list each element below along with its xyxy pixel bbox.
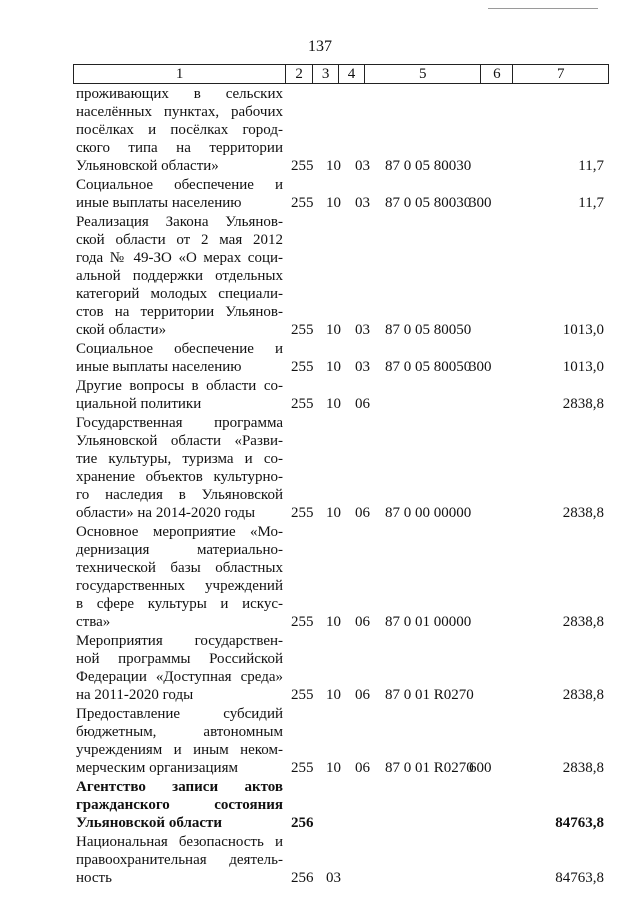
table-row: [0, 85, 640, 175]
col-3-section: 10: [326, 359, 341, 375]
header-col-6: 6: [481, 65, 513, 83]
col-3-section: 10: [326, 158, 341, 174]
col-4-subsection: 06: [355, 396, 370, 412]
description-line: технической базы областных: [76, 560, 283, 576]
row-cells: [0, 613, 640, 631]
col-2-code: 256: [291, 815, 314, 831]
table-row: [0, 176, 640, 212]
row-cells: [0, 157, 640, 175]
row-cells: [0, 759, 640, 777]
description-line: Агентство записи актов: [76, 779, 283, 795]
col-3-section: 10: [326, 322, 341, 338]
description-line: Федерации «Доступная среда»: [76, 669, 283, 685]
description-line: хранение объектов культурно-: [76, 469, 283, 485]
col-7-amount: 11,7: [578, 158, 604, 174]
description-line: тие культуры, туризма и со-: [76, 451, 283, 467]
row-cells: [0, 814, 640, 832]
col-4-subsection: 03: [355, 322, 370, 338]
col-2-code: 255: [291, 760, 314, 776]
col-3-section: 10: [326, 505, 341, 521]
description-line: категорий молодых специали-: [76, 286, 283, 302]
col-7-amount: 11,7: [578, 195, 604, 211]
table-row: [0, 778, 640, 832]
description-line: проживающих в сельских: [76, 86, 283, 102]
row-cells: [0, 358, 640, 376]
col-2-code: 255: [291, 614, 314, 630]
col-2-code: 256: [291, 870, 314, 886]
description-line: Мероприятия государствен-: [76, 633, 283, 649]
row-cells: [0, 686, 640, 704]
table-row: [0, 377, 640, 413]
description-line: альной поддержки отдельных: [76, 268, 283, 284]
col-3-section: 03: [326, 870, 341, 886]
table-row: [0, 523, 640, 631]
header-col-5: 5: [365, 65, 482, 83]
description-line: мерческим организациям: [76, 760, 238, 776]
col-2-code: 255: [291, 505, 314, 521]
description-line: Государственная программа: [76, 415, 283, 431]
header-col-7: 7: [556, 66, 565, 82]
description-line: ской области от 2 мая 2012: [76, 232, 283, 248]
description-line: учреждениям и иным неком-: [76, 742, 283, 758]
description-line: Социальное обеспечение и: [76, 341, 283, 357]
col-3-section: 10: [326, 396, 341, 412]
col-4-subsection: 06: [355, 614, 370, 630]
row-cells: [0, 869, 640, 887]
description-line: Основное мероприятие «Мо-: [76, 524, 283, 540]
table-row: [0, 213, 640, 339]
col-3-section: 10: [326, 760, 341, 776]
description-line: на 2011-2020 годы: [76, 687, 194, 703]
col-3-section: 10: [326, 195, 341, 211]
col-5-target: 87 0 00 00000: [385, 505, 472, 521]
description-line: ность: [76, 870, 112, 886]
description-line: в сфере культуры и искус-: [76, 596, 283, 612]
description-line: правоохранительная деятель-: [76, 852, 283, 868]
description-line: стов на территории Ульянов-: [76, 304, 283, 320]
col-4-subsection: 06: [355, 505, 370, 521]
col-2-code: 255: [291, 687, 314, 703]
description-line: Социальное обеспечение и: [76, 177, 283, 193]
col-6-expense-type: 300: [469, 359, 492, 375]
col-5-target: 87 0 01 R0270: [385, 760, 474, 776]
description-line: области» на 2014-2020 годы: [76, 505, 256, 521]
col-2-code: 255: [291, 322, 314, 338]
description-line: го наследия в Ульяновской: [76, 487, 283, 503]
col-4-subsection: 03: [355, 158, 370, 174]
description-line: иные выплаты населению: [76, 195, 242, 211]
header-col-2: 2: [286, 65, 313, 83]
col-2-code: 255: [291, 396, 314, 412]
description-line: гражданского состояния: [76, 797, 283, 813]
col-6-expense-type: 300: [469, 195, 492, 211]
description-line: Ульяновской области «Разви-: [76, 433, 283, 449]
col-5-target: 87 0 01 R0270: [385, 687, 474, 703]
table-row: [0, 833, 640, 887]
description-line: ной программы Российской: [76, 651, 283, 667]
description-line: бюджетным, автономным: [76, 724, 283, 740]
col-4-subsection: 06: [355, 760, 370, 776]
description-line: Национальная безопасность и: [76, 834, 283, 850]
col-2-code: 255: [291, 195, 314, 211]
description-line: Другие вопросы в области со-: [76, 378, 283, 394]
row-cells: [0, 194, 640, 212]
description-line: ского типа на территории: [76, 140, 283, 156]
description-line: Ульяновской области»: [76, 158, 219, 174]
description-line: года № 49-ЗО «О мерах соци-: [76, 250, 283, 266]
description-line: циальной политики: [76, 396, 202, 412]
col-7-amount: 84763,8: [555, 815, 604, 831]
col-5-target: 87 0 05 80030: [385, 158, 472, 174]
table-row: [0, 705, 640, 777]
description-line: посёлках и посёлках город-: [76, 122, 283, 138]
header-col-3: 3: [313, 65, 339, 83]
col-4-subsection: 03: [355, 359, 370, 375]
col-3-section: 10: [326, 614, 341, 630]
row-cells: [0, 504, 640, 522]
col-7-amount: 2838,8: [562, 614, 604, 630]
col-4-subsection: 06: [355, 687, 370, 703]
table-header: [73, 64, 609, 84]
description-line: Реализация Закона Ульянов-: [76, 214, 283, 230]
col-2-code: 255: [291, 158, 314, 174]
col-2-code: 255: [291, 359, 314, 375]
row-cells: [0, 321, 640, 339]
table-row: [0, 340, 640, 376]
col-5-target: 87 0 01 00000: [385, 614, 472, 630]
description-line: государственных учреждений: [76, 578, 283, 594]
header-col-1: 1: [74, 65, 286, 83]
col-3-section: 10: [326, 687, 341, 703]
col-7-amount: 1013,0: [562, 359, 604, 375]
col-7-amount: 2838,8: [562, 687, 604, 703]
header-col-4: 4: [339, 65, 365, 83]
table-row: [0, 414, 640, 522]
col-7-amount: 2838,8: [562, 505, 604, 521]
scan-mark: [488, 8, 598, 9]
description-line: ской области»: [76, 322, 167, 338]
col-4-subsection: 03: [355, 195, 370, 211]
col-7-amount: 1013,0: [562, 322, 604, 338]
page-number: 137: [308, 38, 332, 55]
col-7-amount: 2838,8: [562, 760, 604, 776]
col-5-target: 87 0 05 80030: [385, 195, 472, 211]
description-line: дернизация материально-: [76, 542, 283, 558]
col-7-amount: 2838,8: [562, 396, 604, 412]
description-line: Ульяновской области: [76, 815, 223, 831]
description-line: ства»: [76, 614, 111, 630]
row-cells: [0, 395, 640, 413]
col-7-amount: 84763,8: [555, 870, 604, 886]
col-5-target: 87 0 05 80050: [385, 359, 472, 375]
table-body: [0, 85, 640, 888]
col-5-target: 87 0 05 80050: [385, 322, 472, 338]
description-line: Предоставление субсидий: [76, 706, 283, 722]
table-row: [0, 632, 640, 704]
description-line: иные выплаты населению: [76, 359, 242, 375]
description-line: населённых пунктах, рабочих: [76, 104, 283, 120]
col-6-expense-type: 600: [469, 760, 492, 776]
